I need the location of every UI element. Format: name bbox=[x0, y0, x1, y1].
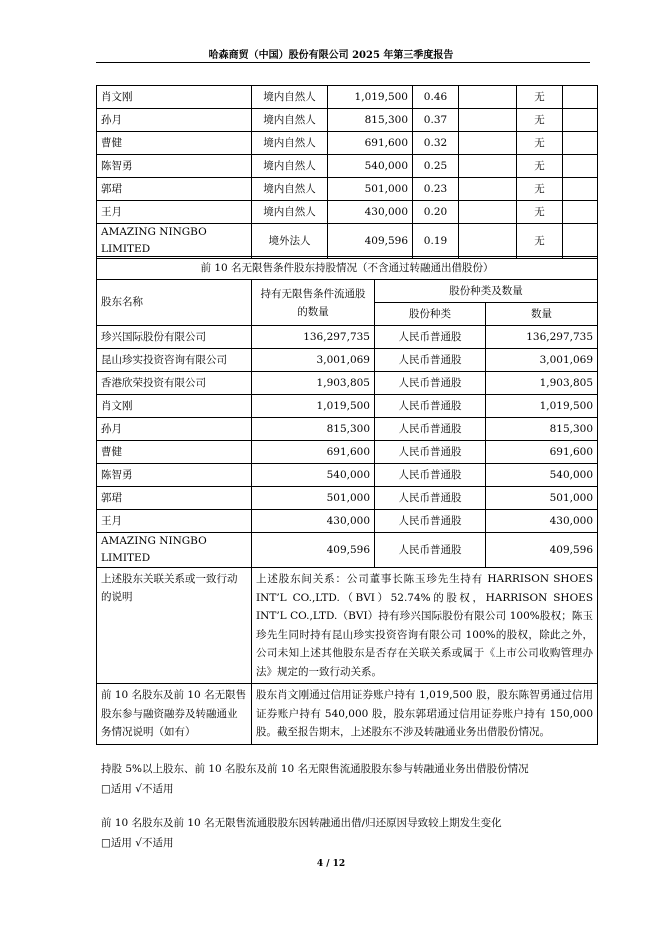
unrestricted-shares: 136,297,735 bbox=[252, 326, 375, 349]
shareholder-nature: 境内自然人 bbox=[252, 178, 328, 201]
col-type-group-header: 股份种类及数量 bbox=[375, 280, 598, 303]
share-type: 人民币普通股 bbox=[375, 464, 486, 487]
unrestricted-shares: 430,000 bbox=[252, 510, 375, 533]
unrestricted-shares: 1,903,805 bbox=[252, 372, 375, 395]
pledge-qty bbox=[563, 178, 598, 201]
shares-held: 430,000 bbox=[328, 201, 413, 224]
top-shareholder-row bbox=[97, 201, 598, 224]
unrestricted-shareholder-row bbox=[97, 510, 598, 533]
share-qty: 1,903,805 bbox=[486, 372, 598, 395]
lending-note bbox=[101, 759, 529, 799]
margin-label: 前 10 名股东及前 10 名无限售股东参与融资融券及转融通业务情况说明（如有） bbox=[97, 684, 252, 745]
unrestricted-shareholder-row bbox=[97, 533, 598, 568]
top-shareholder-row bbox=[97, 178, 598, 201]
pledge-status: 无 bbox=[517, 201, 563, 224]
unrestricted-shareholder-row bbox=[97, 487, 598, 510]
shareholder-nature: 境外法人 bbox=[252, 224, 328, 259]
change-note-text: 前 10 名股东及前 10 名无限售流通股股东因转融通出借/归还原因导致较上期发生变化 bbox=[101, 817, 502, 829]
top-shareholder-row bbox=[97, 155, 598, 178]
shareholder-name: 昆山珍实投资咨询有限公司 bbox=[97, 349, 252, 372]
shareholder-nature: 境内自然人 bbox=[252, 201, 328, 224]
unrestricted-shareholder-row bbox=[97, 441, 598, 464]
share-qty: 430,000 bbox=[486, 510, 598, 533]
shareholder-name: 陈智勇 bbox=[97, 155, 252, 178]
shareholder-name: 珍兴国际股份有限公司 bbox=[97, 326, 252, 349]
shares-held: 691,600 bbox=[328, 132, 413, 155]
pledge-status: 无 bbox=[517, 155, 563, 178]
pledge-status: 无 bbox=[517, 178, 563, 201]
shareholder-name: 郭珺 bbox=[97, 178, 252, 201]
share-qty: 3,001,069 bbox=[486, 349, 598, 372]
pledge-qty bbox=[563, 86, 598, 109]
share-type: 人民币普通股 bbox=[375, 487, 486, 510]
shareholder-name: 曹健 bbox=[97, 441, 252, 464]
pledge-status: 无 bbox=[517, 224, 563, 259]
unrestricted-shareholder-row bbox=[97, 326, 598, 349]
shareholder-nature: 境内自然人 bbox=[252, 155, 328, 178]
top-shareholder-row bbox=[97, 224, 598, 259]
shares-held: 540,000 bbox=[328, 155, 413, 178]
unrestricted-shareholder-row bbox=[97, 464, 598, 487]
share-type: 人民币普通股 bbox=[375, 441, 486, 464]
lending-note-option: □适用 √不适用 bbox=[101, 783, 174, 795]
share-qty: 501,000 bbox=[486, 487, 598, 510]
top-shareholder-row bbox=[97, 132, 598, 155]
lending-note-text: 持股 5%以上股东、前 10 名股东及前 10 名无限售流通股股东参与转融通业务出借股份情况 bbox=[101, 763, 529, 775]
unrestricted-shares: 501,000 bbox=[252, 487, 375, 510]
restricted-shares bbox=[459, 224, 517, 259]
top-shareholder-row bbox=[97, 109, 598, 132]
unrestricted-shares: 3,001,069 bbox=[252, 349, 375, 372]
shareholder-name: 肖文刚 bbox=[97, 395, 252, 418]
unrestricted-shareholder-row bbox=[97, 372, 598, 395]
margin-row bbox=[97, 684, 598, 745]
share-type: 人民币普通股 bbox=[375, 510, 486, 533]
shareholder-nature: 境内自然人 bbox=[252, 132, 328, 155]
shareholder-name: AMAZING NINGBO LIMITED bbox=[97, 533, 252, 568]
share-type: 人民币普通股 bbox=[375, 349, 486, 372]
relation-row bbox=[97, 568, 598, 684]
col-name-header: 股东名称 bbox=[97, 280, 252, 326]
shareholder-name: 肖文刚 bbox=[97, 86, 252, 109]
relation-label: 上述股东关联关系或一致行动的说明 bbox=[97, 568, 252, 684]
share-qty: 691,600 bbox=[486, 441, 598, 464]
share-type: 人民币普通股 bbox=[375, 326, 486, 349]
top-shareholders-table bbox=[96, 85, 598, 259]
unrestricted-shareholders-table bbox=[96, 256, 598, 745]
share-type: 人民币普通股 bbox=[375, 395, 486, 418]
margin-text: 股东肖文刚通过信用证券账户持有 1,019,500 股，股东陈智勇通过信用证券账户持有 540,000 股，股东郭珺通过信用证券账户持有 150,000 股。截至报告期末，上述股东不涉及转融通业务出借股份情况。 bbox=[252, 684, 598, 745]
restricted-shares bbox=[459, 109, 517, 132]
relation-text: 上述股东间关系：公司董事长陈玉珍先生持有 HARRISON SHOES INT’L CO.,LTD.（BVI）52.74%的股权，HARRISON SHOES INT’L CO.,LTD.（BVI）持有珍兴国际股份有限公司 100%股权；陈玉珍先生同时持有昆山珍实投资咨询有限公司 100%的股权，除此之外，公司未知上述其他股东是否存在关联关系或属于《上市公司收购管理办法》规定的一致行动关系。 bbox=[252, 568, 598, 684]
shareholder-name: 王月 bbox=[97, 510, 252, 533]
change-note bbox=[101, 813, 502, 853]
pledge-status: 无 bbox=[517, 86, 563, 109]
pledge-status: 无 bbox=[517, 132, 563, 155]
pledge-qty bbox=[563, 201, 598, 224]
pledge-qty bbox=[563, 132, 598, 155]
share-qty: 815,300 bbox=[486, 418, 598, 441]
header-row bbox=[97, 280, 598, 303]
shares-held: 1,019,500 bbox=[328, 86, 413, 109]
holding-pct: 0.25 bbox=[413, 155, 459, 178]
pledge-qty bbox=[563, 109, 598, 132]
shareholder-name: 王月 bbox=[97, 201, 252, 224]
section-title: 前 10 名无限售条件股东持股情况（不含通过转融通出借股份） bbox=[97, 257, 598, 280]
shareholder-nature: 境内自然人 bbox=[252, 109, 328, 132]
shareholder-name: 郭珺 bbox=[97, 487, 252, 510]
restricted-shares bbox=[459, 201, 517, 224]
share-qty: 1,019,500 bbox=[486, 395, 598, 418]
unrestricted-shareholder-row bbox=[97, 349, 598, 372]
holding-pct: 0.20 bbox=[413, 201, 459, 224]
shareholder-name: 孙月 bbox=[97, 109, 252, 132]
restricted-shares bbox=[459, 132, 517, 155]
section-title-row bbox=[97, 257, 598, 280]
shareholder-name: 孙月 bbox=[97, 418, 252, 441]
restricted-shares bbox=[459, 155, 517, 178]
share-type: 人民币普通股 bbox=[375, 533, 486, 568]
unrestricted-shareholder-row bbox=[97, 418, 598, 441]
unrestricted-shares: 540,000 bbox=[252, 464, 375, 487]
unrestricted-shares: 815,300 bbox=[252, 418, 375, 441]
pledge-status: 无 bbox=[517, 109, 563, 132]
page-number: 4 / 12 bbox=[316, 859, 346, 869]
share-type: 人民币普通股 bbox=[375, 372, 486, 395]
holding-pct: 0.32 bbox=[413, 132, 459, 155]
change-note-option: □适用 √不适用 bbox=[101, 837, 174, 849]
share-type: 人民币普通股 bbox=[375, 418, 486, 441]
share-qty: 409,596 bbox=[486, 533, 598, 568]
shareholder-nature: 境内自然人 bbox=[252, 86, 328, 109]
share-qty: 540,000 bbox=[486, 464, 598, 487]
col-qty-header: 数量 bbox=[486, 303, 598, 326]
col-shares-header: 持有无限售条件流通股的数量 bbox=[252, 280, 375, 326]
shares-held: 409,596 bbox=[328, 224, 413, 259]
pledge-qty bbox=[563, 155, 598, 178]
unrestricted-shareholder-row bbox=[97, 395, 598, 418]
shareholder-name: 曹健 bbox=[97, 132, 252, 155]
unrestricted-shares: 1,019,500 bbox=[252, 395, 375, 418]
col-type-header: 股份种类 bbox=[375, 303, 486, 326]
top-shareholder-row bbox=[97, 86, 598, 109]
holding-pct: 0.37 bbox=[413, 109, 459, 132]
shares-held: 815,300 bbox=[328, 109, 413, 132]
report-header: 哈森商贸（中国）股份有限公司 2025 年第三季度报告 bbox=[208, 50, 454, 61]
shareholder-name: 香港欣荣投资有限公司 bbox=[97, 372, 252, 395]
share-qty: 136,297,735 bbox=[486, 326, 598, 349]
holding-pct: 0.46 bbox=[413, 86, 459, 109]
header-divider bbox=[96, 62, 590, 63]
unrestricted-shares: 409,596 bbox=[252, 533, 375, 568]
restricted-shares bbox=[459, 86, 517, 109]
shareholder-name: 陈智勇 bbox=[97, 464, 252, 487]
shares-held: 501,000 bbox=[328, 178, 413, 201]
holding-pct: 0.23 bbox=[413, 178, 459, 201]
unrestricted-shares: 691,600 bbox=[252, 441, 375, 464]
shareholder-name: AMAZING NINGBO LIMITED bbox=[97, 224, 252, 259]
holding-pct: 0.19 bbox=[413, 224, 459, 259]
pledge-qty bbox=[563, 224, 598, 259]
restricted-shares bbox=[459, 178, 517, 201]
